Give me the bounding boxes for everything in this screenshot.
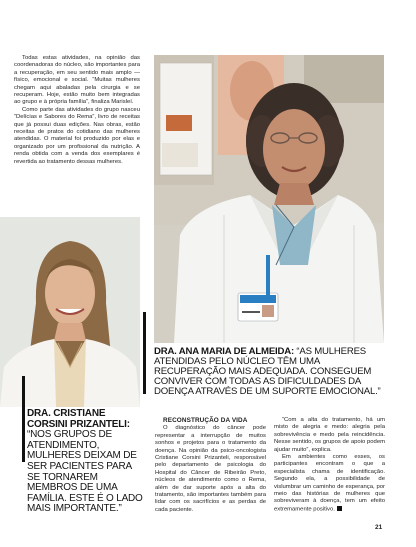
page-number: 21: [375, 524, 383, 531]
article-body: [155, 417, 385, 514]
caption-quote: “NOS GRUPOS DE ATENDIMENTO, MULHERES DEIXAM DE SER PACIENTES PARA SE TORNAREM MEMBROS DE UMA FAMÍLIA. ESTE É O LADO MAIS IMPORTANTE.”: [27, 429, 143, 515]
left-column-text: [14, 55, 140, 166]
caption-name: DRA. CRISTIANE CORSINI PRIZANTELI:: [27, 408, 130, 430]
photo-ana-maria: [154, 55, 384, 343]
photo-cristiane-illustration: [0, 217, 140, 407]
caption-ana-maria: [154, 347, 386, 397]
paragraph: [274, 454, 385, 514]
end-mark-icon: [337, 506, 342, 511]
caption-quote: “AS MULHERES ATENDIDAS PELO NÚCLEO TÊM UMA RECUPERAÇÃO MAIS ADEQUADA. CONSEGUEM CONVIVER COM TODAS AS DIFICULDADES DA DOENÇA ATRAVÉS DE UM SUPORTE EMOCIONAL.”: [154, 346, 381, 397]
caption-text: [27, 409, 144, 515]
photo-ana-maria-illustration: [154, 55, 384, 343]
caption-rule-left: [22, 376, 25, 462]
paragraph-text: Em ambientes como esses, os participantes encontram o que a especialista chama de identificação. Segundo ela, a possibilidade de vislumbrar um caminho de esperança, por meio das histórias de mulheres que sobreviveram à doença, tem um efeito extremamente positivo.: [274, 454, 385, 513]
paragraph: O diagnóstico do câncer pode representar a interrupção de muitos sonhos e projetos para o tratamento da doença. Na opinião da psico-oncologista Cristiane Corsini Prizanteli, responsável pelo departamento de psicologia do Hospital do Câncer de Ribeirão Preto, núcleos de atendimento como o Rema, além de dar suporte após a alta do tratamento, são importantes também para lidar com os sacrifícios e as perdas de cada paciente.: [155, 425, 266, 513]
article-column-1: [155, 417, 266, 514]
caption-text: [154, 347, 386, 397]
paragraph: Como parte das atividades do grupo nasceu “Delícias e Sabores do Rema”, livro de receitas que já possui duas edições. Nas obras, estão receitas de pratos do cotidiano das mulheres atendidas. O material foi produzido por elas e organizado por um profissional da nutrição. A renda obtida com a venda dos exemplares é revertida ao tratamento dessas mulheres.: [14, 106, 140, 165]
article-column-2: [274, 417, 385, 514]
paragraph: Todas estas atividades, na opinião das coordenadoras do núcleo, são importantes para a recuperação, em seu sentido mais amplo — físico, emocional e social. “Muitas mulheres chegam aqui abaladas pela cirurgia e se recuperam. Hoje, estão muito bem integradas ao grupo e à própria família”, finaliza Marisleí.: [14, 55, 140, 106]
paragraph: “Com a alta do tratamento, há um misto de alegria e medo: alegria pela sobrevivência e medo pela reincidência. Nesse sentido, os grupos de apoio podem ajudar muito”, explica.: [274, 417, 385, 453]
caption-rule-right: [143, 312, 146, 394]
section-title: RECONSTRUÇÃO DA VIDA: [163, 417, 248, 424]
caption-cristiane: [27, 409, 144, 515]
photo-cristiane: [0, 217, 140, 407]
caption-name: DRA. ANA MARIA DE ALMEIDA:: [154, 346, 294, 357]
